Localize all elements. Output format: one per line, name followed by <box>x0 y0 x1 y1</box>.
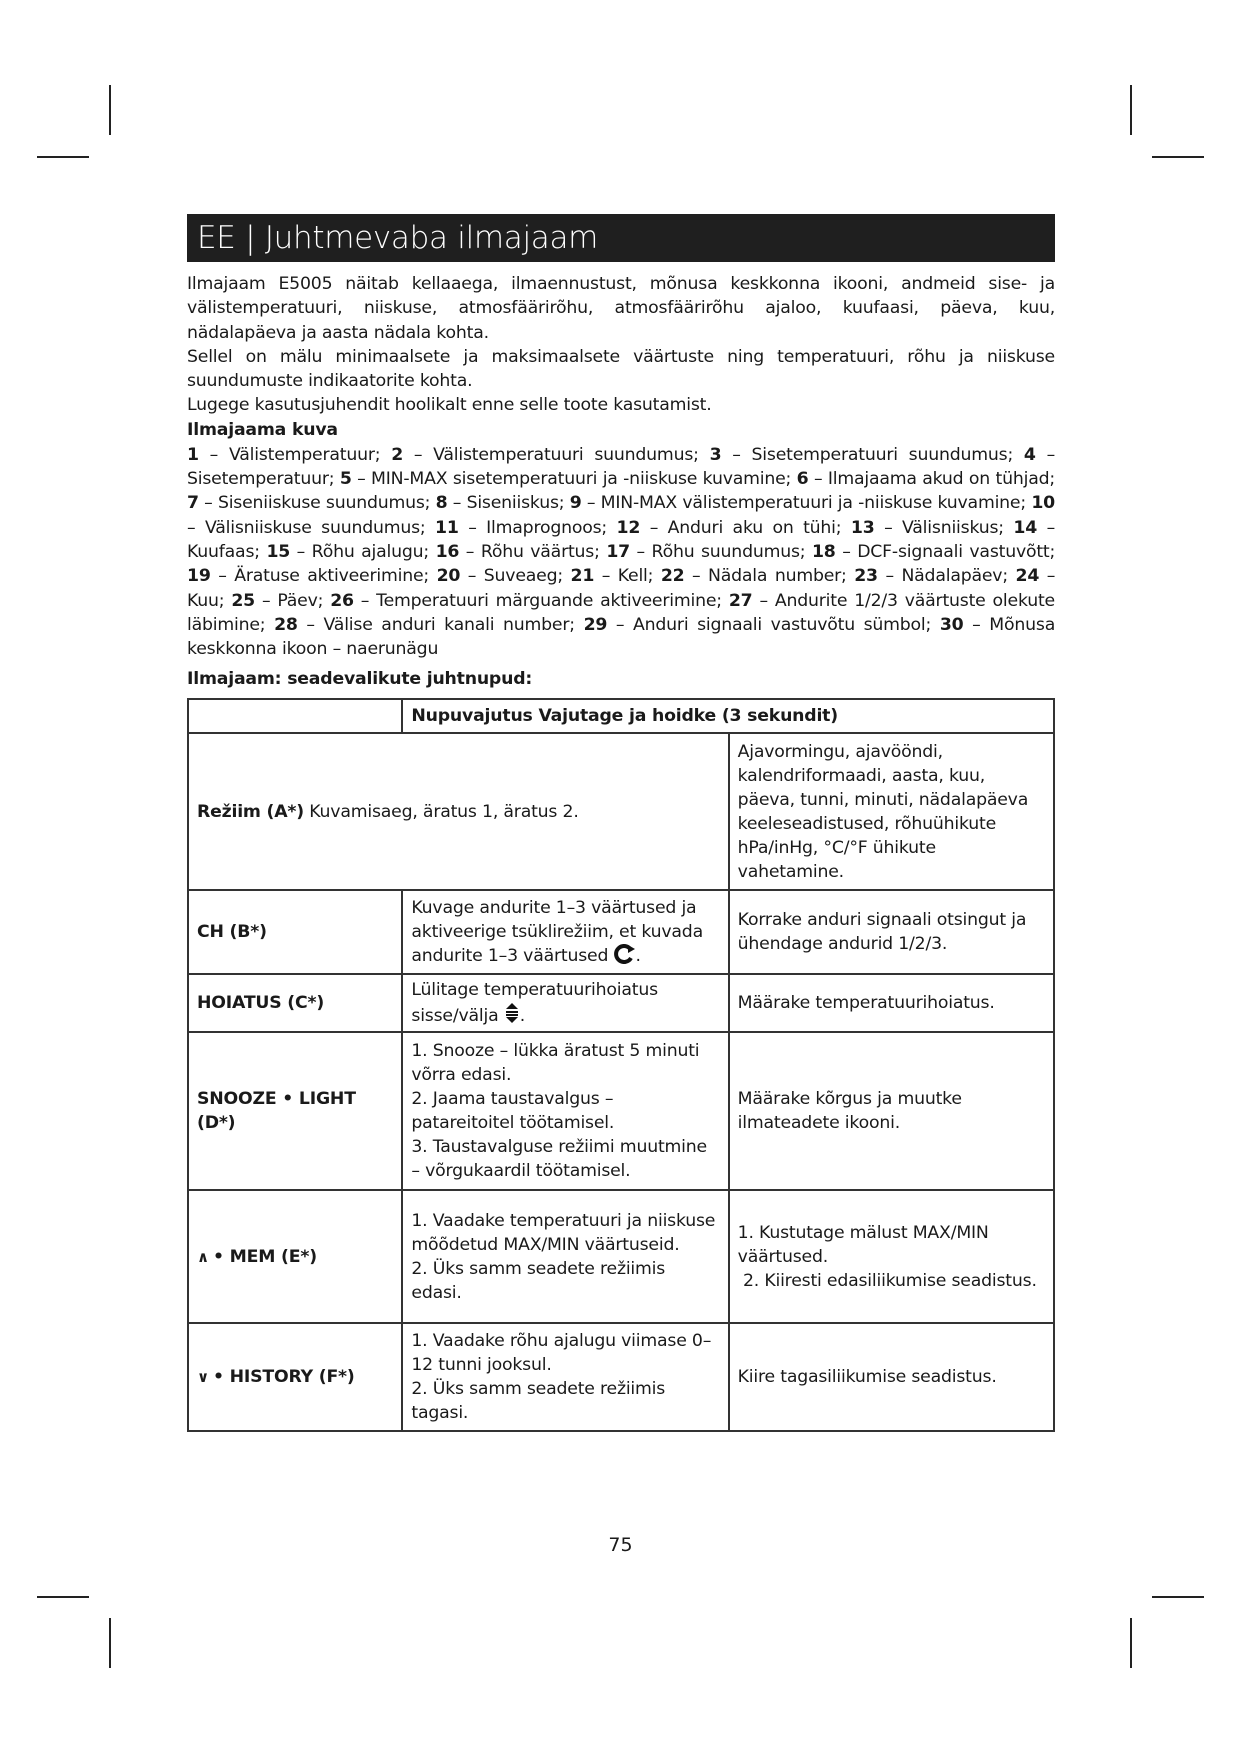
legend-text: Välistemperatuuri suundumus; <box>433 444 699 465</box>
button-name: • HISTORY (F*) <box>212 1367 355 1388</box>
legend-text: Suveaeg; <box>483 566 563 587</box>
legend-item <box>437 566 563 586</box>
button-press-line: 3. Taustavalguse režiimi muutmine – võrgukaardil töötamisel. <box>411 1137 707 1182</box>
table-cell <box>188 733 729 890</box>
legend-dash: – <box>357 469 366 490</box>
intro-paragraph: Ilmajaam E5005 näitab kellaaega, ilmaennustust, mõnusa keskkonna ikooni, andmeid sise- ja välistemperatuuri, niiskuse, atmosfäärirõhu, atmosfäärirõhu ajaloo, kuufaasi, päeva, kuu, nädalapäeva ja aasta nädala kohta. <box>187 274 1055 343</box>
table-row <box>188 1032 1054 1190</box>
legend-number: 25 <box>231 590 255 611</box>
legend-item <box>330 591 722 611</box>
legend-number: 9 <box>569 493 582 514</box>
legend-number: 28 <box>274 614 298 635</box>
table-heading: Ilmajaam: seadevalikute juhtnupud: <box>187 669 533 690</box>
button-press-line: 1. Snooze – lükka äratust 5 minuti võrra edasi. <box>411 1041 700 1086</box>
intro-paragraph: Sellel on mälu minimaalsete ja maksimaalsete väärtuste ning temperatuuri, rõhu ja niiskuse suundumuste indikaatorite kohta. <box>187 346 1055 392</box>
crop-mark <box>109 1618 111 1668</box>
legend-number: 26 <box>330 590 354 611</box>
legend-number: 21 <box>570 566 595 587</box>
legend-item <box>571 566 654 586</box>
legend-dash: – <box>601 566 611 587</box>
legend-item <box>661 566 847 586</box>
legend-number: 2 <box>391 444 404 465</box>
legend-text: Mõnusa keskkonna ikoon – naerunägu <box>187 614 1056 660</box>
legend-text: DCF-signaali vastuvõtt; <box>857 541 1056 562</box>
legend-text: Ilmaprognoos; <box>486 517 608 538</box>
table-row <box>188 733 1054 890</box>
legend-item <box>266 542 429 562</box>
button-press-text: Kuvage andurite 1–3 väärtused ja aktiveerige tsüklirežiim, et kuvada andurite 1–3 väärtused <box>411 898 703 967</box>
legend-text: Rõhu ajalugu; <box>311 541 430 562</box>
legend-item <box>812 542 1055 562</box>
legend-text: Anduri signaali vastuvõtu sümbol; <box>633 614 932 635</box>
legend-text: MIN-MAX välistemperatuuri ja -niiskuse kuvamine; <box>600 493 1026 514</box>
crop-mark <box>37 1596 89 1598</box>
legend-text: Nädala number; <box>708 566 847 587</box>
legend-item <box>187 493 430 513</box>
button-hold-line: 1. Kustutage mälust MAX/MIN väärtused. <box>737 1222 989 1267</box>
legend-item <box>854 566 1008 586</box>
legend-text: Välisniiskuse suundumus; <box>204 517 426 538</box>
legend-item <box>710 445 1014 465</box>
display-legend <box>187 443 1055 662</box>
up-arrow-icon: ∧ <box>197 1247 209 1266</box>
table-cell <box>402 1323 728 1431</box>
page-title: EE | Juhtmevaba ilmajaam <box>187 214 1055 262</box>
legend-dash: – <box>1046 444 1056 465</box>
button-name: Režiim (A*) <box>197 801 304 822</box>
crop-mark <box>37 156 89 158</box>
table-header-row <box>188 699 1054 733</box>
legend-number: 14 <box>1013 517 1038 538</box>
table-header: Nupuvajutus Vajutage ja hoidke (3 sekundit) <box>402 699 1054 733</box>
legend-text: Päev; <box>277 590 324 611</box>
button-press-line: 2. Üks samm seadete režiimis tagasi. <box>411 1379 666 1424</box>
legend-number: 23 <box>854 566 878 587</box>
legend-number: 30 <box>939 614 964 635</box>
legend-dash: – <box>759 590 768 611</box>
legend-dash: – <box>649 517 659 538</box>
table-row <box>188 1190 1054 1323</box>
legend-dash: – <box>465 541 475 562</box>
legend-text: Välise anduri kanali number; <box>323 614 575 635</box>
legend-text: Kuu; <box>187 590 225 611</box>
table-cell <box>729 1190 1054 1323</box>
legend-number: 12 <box>616 517 641 538</box>
legend-item <box>187 445 380 465</box>
legend-dash: – <box>842 541 851 562</box>
display-heading: Ilmajaama kuva <box>187 419 338 440</box>
table-cell <box>188 1323 402 1431</box>
legend-text: Kuufaas; <box>187 541 260 562</box>
legend-dash: – <box>1046 517 1056 538</box>
legend-item <box>436 493 565 513</box>
legend-number: 7 <box>187 493 199 514</box>
table-cell <box>402 1190 728 1323</box>
button-press-line: 2. Üks samm seadete režiimis edasi. <box>411 1258 666 1303</box>
legend-item <box>436 542 600 562</box>
table-row <box>188 974 1054 1032</box>
button-name: • MEM (E*) <box>212 1246 317 1267</box>
legend-number: 16 <box>435 541 460 562</box>
legend-item <box>274 615 575 635</box>
legend-dash: – <box>1046 566 1056 587</box>
crop-mark <box>109 85 111 135</box>
button-name: HOIATUS (C*) <box>188 974 402 1032</box>
legend-item <box>435 518 607 538</box>
legend-number: 29 <box>583 614 608 635</box>
button-name: SNOOZE • LIGHT (D*) <box>188 1032 402 1190</box>
legend-number: 18 <box>811 541 836 562</box>
legend-number: 5 <box>339 469 352 490</box>
legend-dash: – <box>692 566 701 587</box>
legend-dash: – <box>306 614 315 635</box>
button-press-line: 1. Vaadake temperatuuri ja niiskuse mõõdetud MAX/MIN väärtuseid. <box>411 1210 716 1255</box>
legend-text: Siseniiskuse suundumus; <box>217 493 431 514</box>
crop-mark <box>1152 156 1204 158</box>
legend-dash: – <box>204 493 213 514</box>
legend-item <box>606 542 805 562</box>
legend-text: Nädalapäev; <box>901 566 1008 587</box>
button-hold-text: Ajavormingu, ajavööndi, kalendriformaadi, aasta, kuu, päeva, tunni, minuti, nädalapäeva keeleseadistused, rõhuühikute hPa/inHg, °C/°F ühikute vahetamine. <box>729 733 1054 890</box>
legend-dash: – <box>261 590 271 611</box>
legend-text: Sisetemperatuuri suundumus; <box>751 444 1014 465</box>
legend-text: Kell; <box>617 566 654 587</box>
button-press-line: 2. Jaama taustavalgus – patareitoitel töötamisel. <box>411 1089 615 1134</box>
legend-text: Anduri aku on tühi; <box>667 517 842 538</box>
legend-dash: – <box>636 541 645 562</box>
cycle-icon <box>614 944 636 964</box>
legend-number: 19 <box>187 566 211 587</box>
legend-dash: – <box>884 517 893 538</box>
button-hold-text: Määrake kõrgus ja muutke ilmateadete ikooni. <box>729 1032 1054 1190</box>
legend-number: 24 <box>1015 566 1040 587</box>
table-row <box>188 1323 1054 1431</box>
page-number: 75 <box>608 1534 633 1556</box>
legend-item <box>391 445 699 465</box>
legend-dash: – <box>586 493 596 514</box>
legend-item <box>851 518 1004 538</box>
buttons-table <box>187 698 1055 1432</box>
legend-item <box>231 591 323 611</box>
button-name: CH (B*) <box>188 890 402 974</box>
button-press-text: Kuvamisaeg, äratus 1, äratus 2. <box>309 801 579 822</box>
period: . <box>519 1006 526 1027</box>
table-cell <box>402 1032 728 1190</box>
legend-number: 6 <box>796 469 809 490</box>
button-press-text: Lülitage temperatuurihoiatus sisse/välja <box>411 980 658 1027</box>
legend-dash: – <box>187 517 196 538</box>
legend-text: Välisniiskus; <box>902 517 1004 538</box>
legend-number: 8 <box>435 493 448 514</box>
down-arrow-icon: ∨ <box>197 1368 209 1387</box>
table-cell <box>188 1190 402 1323</box>
legend-text: Temperatuuri märguande aktiveerimine; <box>376 590 722 611</box>
legend-item <box>584 615 932 635</box>
table-cell <box>402 890 728 974</box>
period: . <box>635 946 641 967</box>
legend-text: Rõhu suundumus; <box>651 541 806 562</box>
legend-number: 1 <box>187 444 199 465</box>
legend-item <box>570 493 1026 513</box>
crop-mark <box>1152 1596 1204 1598</box>
legend-item <box>797 469 1055 489</box>
legend-number: 10 <box>1031 493 1055 514</box>
legend-number: 27 <box>728 590 753 611</box>
table-cell <box>402 974 728 1032</box>
legend-item <box>340 469 791 489</box>
legend-number: 22 <box>660 566 685 587</box>
button-hold-text: Kiire tagasiliikumise seadistus. <box>729 1323 1054 1431</box>
page-content <box>187 214 1055 1432</box>
legend-dash: – <box>732 444 741 465</box>
table-cell <box>188 699 402 733</box>
button-hold-line: 2. Kiiresti edasiliikumise seadistus. <box>737 1270 1037 1291</box>
legend-text: Siseniiskus; <box>466 493 565 514</box>
legend-dash: – <box>296 541 306 562</box>
legend-text: MIN-MAX sisetemperatuuri ja -niiskuse kuvamine; <box>371 469 792 490</box>
legend-dash: – <box>209 444 219 465</box>
legend-dash: – <box>467 566 477 587</box>
legend-number: 3 <box>709 444 722 465</box>
legend-number: 20 <box>436 566 461 587</box>
legend-dash: – <box>813 469 823 490</box>
legend-dash: – <box>413 444 423 465</box>
legend-text: Äratuse aktiveerimine; <box>234 566 430 587</box>
legend-dash: – <box>468 517 477 538</box>
legend-dash: – <box>360 590 370 611</box>
legend-text: Rõhu väärtus; <box>480 541 600 562</box>
intro-paragraph: Lugege kasutusjuhendit hoolikalt enne selle toote kasutamist. <box>187 395 712 416</box>
legend-text: Välistemperatuur; <box>228 444 381 465</box>
legend-number: 11 <box>435 517 459 538</box>
button-press-line: 1. Vaadake rõhu ajalugu viimase 0–12 tunni jooksul. <box>411 1331 712 1376</box>
legend-dash: – <box>218 566 227 587</box>
legend-text: Ilmajaama akud on tühjad; <box>827 469 1055 490</box>
button-hold-text: Määrake temperatuurihoiatus. <box>729 974 1054 1032</box>
legend-number: 17 <box>606 541 630 562</box>
table-row <box>188 890 1054 974</box>
legend-number: 15 <box>266 541 291 562</box>
legend-item <box>617 518 842 538</box>
temperature-alert-icon <box>504 1002 520 1024</box>
legend-dash: – <box>452 493 462 514</box>
legend-dash: – <box>615 614 625 635</box>
legend-dash: – <box>885 566 894 587</box>
legend-text: Andurite 1/2/3 väärtuste olekute läbimine; <box>187 590 1055 635</box>
legend-dash: – <box>972 614 981 635</box>
legend-item <box>187 566 429 586</box>
legend-number: 13 <box>850 517 875 538</box>
legend-text: Sisetemperatuur; <box>187 469 335 490</box>
legend-number: 4 <box>1023 444 1036 465</box>
crop-mark <box>1130 85 1132 135</box>
button-hold-text: Korrake anduri signaali otsingut ja ühendage andurid 1/2/3. <box>729 890 1054 974</box>
crop-mark <box>1130 1618 1132 1668</box>
